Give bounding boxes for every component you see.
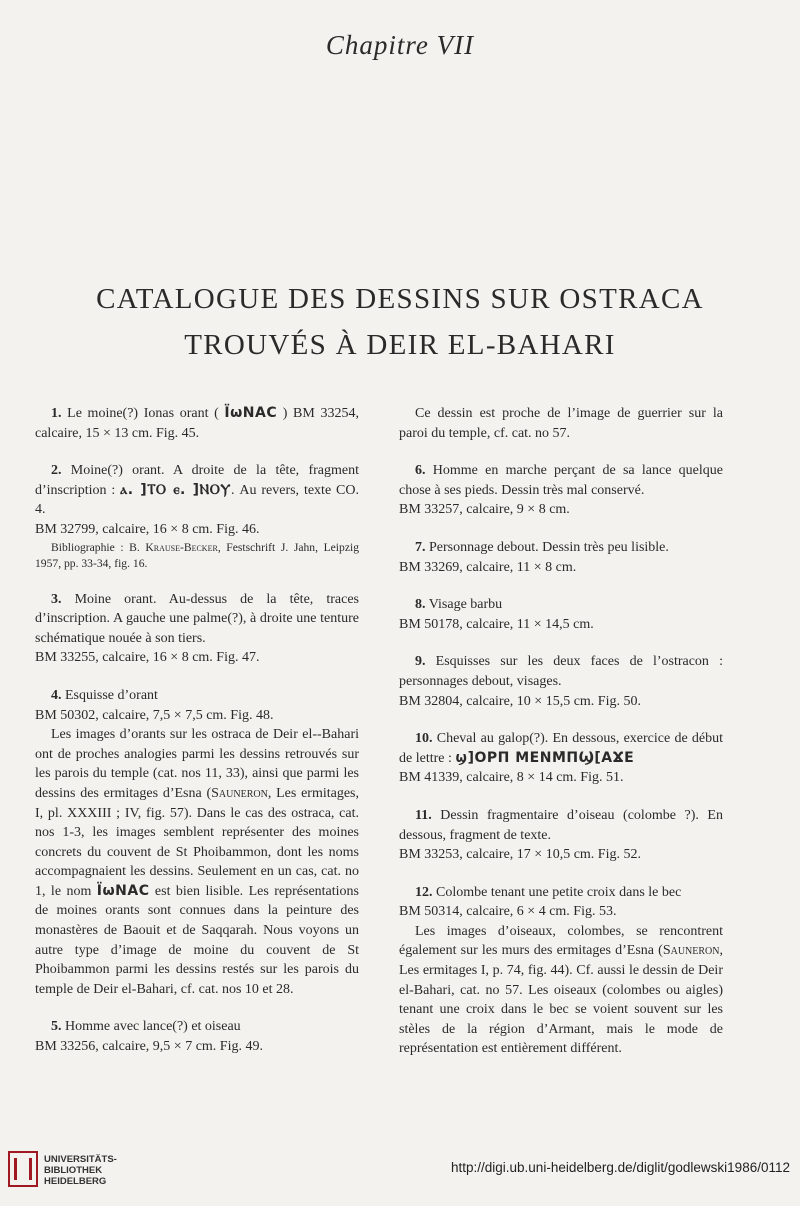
comment-text: , Les ermitages, I, pl. XXXIII ; IV, fig. 57). Dans le cas des ostraca, cat. nos 1-3, les images semblent représenter des moines concrets du couvent de St Phoibammon, dont les noms accompagnaient les dessins. Seulement en un cas, cat. no 1, le nom xyxy=(35,785,359,899)
entry-number: 12. xyxy=(415,884,433,900)
entry-text: Cheval au galop(?). En dessous, exercice de début de lettre : xyxy=(399,731,723,766)
library-name-line: HEIDELBERG xyxy=(44,1176,107,1187)
coptic-ionas: ΪωΝΑC xyxy=(224,405,278,421)
bibliography xyxy=(35,540,359,572)
museum-reference: BM 50178, calcaire, 11 × 14,5 cm. xyxy=(399,616,594,632)
entry-number: 9. xyxy=(415,654,426,670)
entry-text: Homme avec lance(?) et oiseau xyxy=(61,1019,241,1035)
entry-number: 6. xyxy=(415,463,426,479)
museum-reference: BM 32799, calcaire, 16 × 8 cm. Fig. 46. xyxy=(35,521,260,537)
comment-text: Ce dessin est proche de l’image de guerrier sur la paroi du temple, cf. cat. no 57. xyxy=(399,406,723,441)
catalogue-entry-1 xyxy=(35,404,359,443)
entry-number: 2. xyxy=(51,463,62,479)
entry-text: Moine(?) orant. A droite de la tête, fragment d’inscription : xyxy=(35,463,359,498)
catalogue-entry-7 xyxy=(399,538,723,577)
bib-text: Bibliographie : B. xyxy=(51,540,146,554)
entry-text: Le moine(?) Ionas orant ( xyxy=(61,406,225,421)
museum-reference: BM 33269, calcaire, 11 × 8 cm. xyxy=(399,559,577,575)
entry-text: ) BM 33254, calcaire, 15 × 13 cm. Fig. 45. xyxy=(35,406,359,441)
entry-number: 7. xyxy=(415,539,426,555)
author-name: Sauneron xyxy=(211,785,268,801)
entry-text: Visage barbu xyxy=(425,597,503,613)
bib-text: , Festschrift J. Jahn, Leipzig 1957, pp. 33-34, fig. 16. xyxy=(35,540,359,570)
entry-text: Moine orant. Au-dessus de la tête, traces d’inscription. A gauche une palme(?), à droite une tenture schématique nouée à son tiers. xyxy=(35,591,359,646)
bib-author: Krause-Becker xyxy=(145,540,218,554)
catalogue-entry-9 xyxy=(399,652,723,711)
entry-number: 3. xyxy=(51,591,62,607)
page-title-line2: TROUVÉS À DEIR EL-BAHARI xyxy=(184,329,616,361)
catalogue-entry-3 xyxy=(35,590,359,668)
museum-reference: BM 50302, calcaire, 7,5 × 7,5 cm. Fig. 48. xyxy=(35,707,274,723)
catalogue-entry-12 xyxy=(399,883,723,1059)
right-column xyxy=(399,404,723,1077)
museum-reference: BM 41339, calcaire, 8 × 14 cm. Fig. 51. xyxy=(399,770,624,786)
library-name-line: UNIVERSITÄTS- xyxy=(44,1154,117,1165)
entry-text: Dessin fragmentaire d’oiseau (colombe ?). En dessous, fragment de texte. xyxy=(399,807,723,843)
entry-text: Esquisses sur les deux faces de l’ostracon : personnages debout, visages. xyxy=(399,654,723,689)
entry-text: Esquisse d’orant xyxy=(61,687,158,703)
library-name-line: BIBLIOTHEK xyxy=(44,1165,103,1176)
comment-text: , Les ermitages I, p. 74, fig. 44). Cf. aussi le dessin de Deir el-Bahari, cat. no 57. Les oiseaux (colombes ou aigles) tenant une croix dans le bec se voient souvent sur les stèles de la région d’Armant, mais le mode de représentation est entièrement différent. xyxy=(399,943,723,1057)
continuation-text xyxy=(399,404,723,443)
museum-reference: BM 33257, calcaire, 9 × 8 cm. xyxy=(399,502,570,518)
coptic-fragment: ⲁ. ]ⲦⲞ ⲉ. ]ⲚⲞⲨ xyxy=(120,481,231,498)
commentary-paragraph xyxy=(399,922,723,1059)
chapter-heading: Chapitre VII xyxy=(325,30,475,60)
page-footer xyxy=(0,1150,800,1195)
museum-reference: BM 32804, calcaire, 10 × 15,5 cm. Fig. 50. xyxy=(399,693,641,709)
entry-number: 1. xyxy=(51,406,62,421)
commentary-paragraph xyxy=(35,725,359,999)
catalogue-entry-11 xyxy=(399,806,723,865)
entry-number: 11. xyxy=(415,807,432,823)
catalogue-entry-4 xyxy=(35,686,359,1000)
comment-text: Les images d’orants sur les ostraca de Deir el--Bahari ont de proches analogies parmi les dessins retrouvés sur les parois du temple (cat. nos 11, 33), ainsi que parmi les dessins des ermitages d’Esna ( xyxy=(35,727,359,801)
entry-number: 8. xyxy=(415,597,426,613)
catalogue-entry-8 xyxy=(399,595,723,634)
museum-reference: BM 33256, calcaire, 9,5 × 7 cm. Fig. 49. xyxy=(35,1039,263,1055)
source-url-link[interactable]: http://digi.ub.uni-heidelberg.de/diglit/godlewski1986/0112 xyxy=(451,1160,790,1175)
museum-reference: BM 33255, calcaire, 16 × 8 cm. Fig. 47. xyxy=(35,650,260,666)
library-logo-icon xyxy=(8,1151,38,1187)
entry-text: Personnage debout. Dessin très peu lisible. xyxy=(425,539,669,555)
page-title-line1: CATALOGUE DES DESSINS SUR OSTRACA xyxy=(96,283,704,315)
catalogue-entry-6 xyxy=(399,461,723,520)
coptic-lettre: ϣ]ΟΡΠ ΜΕΝΜ̄ΠϢ[ΑϪΕ xyxy=(455,749,635,766)
entry-text: Homme en marche perçant de sa lance quelque chose à ses pieds. Dessin très mal conservé. xyxy=(399,463,723,498)
entry-number: 5. xyxy=(51,1019,62,1035)
coptic-ionas-2: ΪωΝΑC xyxy=(96,882,150,899)
entry-number: 10. xyxy=(415,731,433,747)
comment-text: Les images d’oiseaux, colombes, se rencontrent également sur les murs des ermitages d’Esna ( xyxy=(399,923,723,959)
catalogue-entry-5 xyxy=(35,1017,359,1056)
catalogue-entry-10 xyxy=(399,729,723,788)
library-name xyxy=(44,1154,117,1187)
entry-number: 4. xyxy=(51,687,62,703)
comment-text: est bien lisible. Les représentations de moines orants sont connues dans la peinture des monastères de Baouit et de Saqqarah. Nous voyons un autre type d’image de moine du couvent de St Phoibammon parmi les dessins restés sur les parois du temple de Deir el-Bahari, cf. cat. nos 10 et 28. xyxy=(35,883,359,997)
author-name: Sauneron xyxy=(662,943,720,959)
entry-text: . Au revers, texte CO. 4. xyxy=(35,482,359,518)
catalogue-entry-2 xyxy=(35,461,359,571)
museum-reference: BM 50314, calcaire, 6 × 4 cm. Fig. 53. xyxy=(399,904,617,920)
entry-text: Colombe tenant une petite croix dans le bec xyxy=(432,884,682,900)
museum-reference: BM 33253, calcaire, 17 × 10,5 cm. Fig. 52. xyxy=(399,847,641,863)
left-column xyxy=(35,404,359,1075)
